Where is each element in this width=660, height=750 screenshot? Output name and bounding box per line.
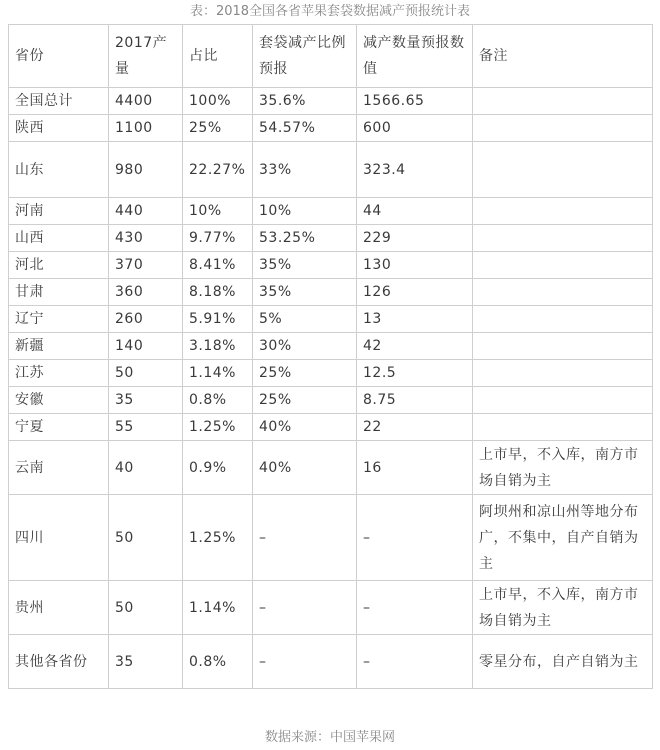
column-header-reduction-amount: 减产数量预报数值: [357, 25, 473, 88]
cell-remarks: [473, 279, 653, 306]
cell-reduction-ratio: –: [253, 635, 357, 689]
table-row: [9, 198, 653, 225]
table-row: [9, 495, 653, 581]
table-row: [9, 441, 653, 495]
cell-reduction-ratio: 33%: [253, 142, 357, 198]
cell-remarks: [473, 88, 653, 115]
column-header-share: 占比: [183, 25, 253, 88]
cell-share: 25%: [183, 115, 253, 142]
cell-remarks: [473, 360, 653, 387]
table-row: [9, 333, 653, 360]
cell-province: 全国总计: [9, 88, 109, 115]
cell-reduction-amount: 229: [357, 225, 473, 252]
table-row: [9, 252, 653, 279]
data-source-note: 数据来源：中国苹果网: [264, 730, 395, 745]
cell-reduction-amount: 42: [357, 333, 473, 360]
cell-province: 安徽: [9, 387, 109, 414]
cell-share: 1.25%: [183, 414, 253, 441]
cell-output-2017: 260: [109, 306, 183, 333]
cell-share: 0.8%: [183, 387, 253, 414]
cell-province: 陕西: [9, 115, 109, 142]
cell-reduction-ratio: 53.25%: [253, 225, 357, 252]
cell-share: 0.8%: [183, 635, 253, 689]
cell-share: 9.77%: [183, 225, 253, 252]
cell-share: 3.18%: [183, 333, 253, 360]
cell-reduction-amount: –: [357, 635, 473, 689]
cell-output-2017: 50: [109, 360, 183, 387]
cell-remarks: 零星分布，自产自销为主: [473, 635, 653, 689]
table-caption: 表：2018全国各省苹果套袋数据减产预报统计表: [189, 4, 471, 19]
cell-output-2017: 370: [109, 252, 183, 279]
cell-output-2017: 50: [109, 495, 183, 581]
cell-reduction-amount: 130: [357, 252, 473, 279]
cell-reduction-ratio: 40%: [253, 441, 357, 495]
cell-output-2017: 1100: [109, 115, 183, 142]
cell-reduction-amount: 16: [357, 441, 473, 495]
cell-share: 0.9%: [183, 441, 253, 495]
cell-reduction-ratio: 54.57%: [253, 115, 357, 142]
cell-output-2017: 40: [109, 441, 183, 495]
cell-reduction-amount: 126: [357, 279, 473, 306]
cell-share: 1.14%: [183, 360, 253, 387]
cell-remarks: [473, 387, 653, 414]
cell-province: 山西: [9, 225, 109, 252]
cell-reduction-amount: –: [357, 581, 473, 635]
table-header-row: [9, 25, 653, 88]
cell-province: 甘肃: [9, 279, 109, 306]
cell-output-2017: 360: [109, 279, 183, 306]
table-row: [9, 88, 653, 115]
column-header-bagging-reduction-ratio: 套袋减产比例预报: [253, 25, 357, 88]
cell-output-2017: 430: [109, 225, 183, 252]
cell-share: 5.91%: [183, 306, 253, 333]
cell-province: 云南: [9, 441, 109, 495]
cell-province: 宁夏: [9, 414, 109, 441]
cell-reduction-ratio: 25%: [253, 387, 357, 414]
cell-province: 辽宁: [9, 306, 109, 333]
cell-remarks: [473, 306, 653, 333]
cell-remarks: 阿坝州和凉山州等地分布广，不集中，自产自销为主: [473, 495, 653, 581]
cell-share: 8.18%: [183, 279, 253, 306]
data-table: [8, 24, 653, 689]
cell-reduction-ratio: 25%: [253, 360, 357, 387]
cell-reduction-amount: 13: [357, 306, 473, 333]
cell-province: 贵州: [9, 581, 109, 635]
cell-reduction-amount: 44: [357, 198, 473, 225]
cell-remarks: [473, 252, 653, 279]
cell-remarks: [473, 333, 653, 360]
table-row: [9, 360, 653, 387]
cell-share: 8.41%: [183, 252, 253, 279]
cell-remarks: [473, 198, 653, 225]
cell-reduction-ratio: 5%: [253, 306, 357, 333]
cell-reduction-amount: 323.4: [357, 142, 473, 198]
table-row: [9, 306, 653, 333]
cell-output-2017: 50: [109, 581, 183, 635]
table-row: [9, 581, 653, 635]
table-row: [9, 142, 653, 198]
cell-output-2017: 440: [109, 198, 183, 225]
column-header-province: 省份: [9, 25, 109, 88]
cell-reduction-ratio: 30%: [253, 333, 357, 360]
column-header-output-2017: 2017产量: [109, 25, 183, 88]
table-row: [9, 635, 653, 689]
cell-province: 江苏: [9, 360, 109, 387]
cell-output-2017: 55: [109, 414, 183, 441]
cell-share: 1.25%: [183, 495, 253, 581]
table-row: [9, 115, 653, 142]
cell-reduction-ratio: –: [253, 495, 357, 581]
cell-reduction-ratio: –: [253, 581, 357, 635]
cell-province: 新疆: [9, 333, 109, 360]
cell-remarks: 上市早，不入库，南方市场自销为主: [473, 581, 653, 635]
cell-share: 1.14%: [183, 581, 253, 635]
cell-reduction-amount: –: [357, 495, 473, 581]
cell-province: 四川: [9, 495, 109, 581]
table-row: [9, 279, 653, 306]
cell-province: 山东: [9, 142, 109, 198]
column-header-remarks: 备注: [473, 25, 653, 88]
cell-reduction-ratio: 10%: [253, 198, 357, 225]
cell-reduction-amount: 8.75: [357, 387, 473, 414]
cell-reduction-ratio: 35%: [253, 252, 357, 279]
cell-output-2017: 35: [109, 635, 183, 689]
cell-share: 22.27%: [183, 142, 253, 198]
cell-share: 10%: [183, 198, 253, 225]
cell-province: 河南: [9, 198, 109, 225]
cell-output-2017: 140: [109, 333, 183, 360]
cell-reduction-amount: 12.5: [357, 360, 473, 387]
cell-output-2017: 35: [109, 387, 183, 414]
cell-share: 100%: [183, 88, 253, 115]
cell-reduction-amount: 1566.65: [357, 88, 473, 115]
cell-reduction-ratio: 35.6%: [253, 88, 357, 115]
cell-reduction-ratio: 40%: [253, 414, 357, 441]
cell-reduction-ratio: 35%: [253, 279, 357, 306]
cell-reduction-amount: 600: [357, 115, 473, 142]
table-row: [9, 225, 653, 252]
cell-remarks: [473, 225, 653, 252]
cell-reduction-amount: 22: [357, 414, 473, 441]
cell-province: 河北: [9, 252, 109, 279]
table-row: [9, 414, 653, 441]
cell-remarks: [473, 142, 653, 198]
cell-output-2017: 4400: [109, 88, 183, 115]
cell-output-2017: 980: [109, 142, 183, 198]
cell-province: 其他各省份: [9, 635, 109, 689]
cell-remarks: [473, 115, 653, 142]
table-row: [9, 387, 653, 414]
cell-remarks: 上市早，不入库，南方市场自销为主: [473, 441, 653, 495]
cell-remarks: [473, 414, 653, 441]
